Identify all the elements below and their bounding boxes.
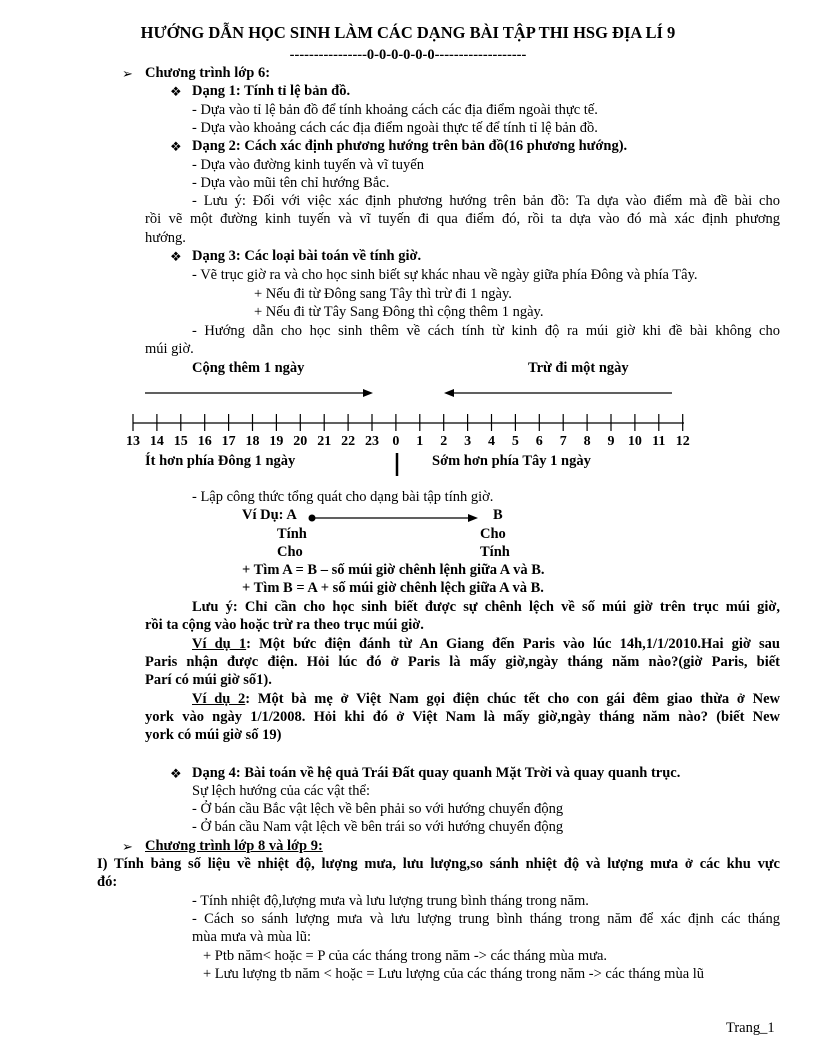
dang3-line: - Vẽ trục giờ ra và cho học sinh biết sự khác nhau về ngày giữa phía Đông và phía Tây. [192, 267, 698, 283]
tick-label: 1 [416, 434, 424, 449]
dang3-line: - Hướng dẫn cho học sinh thêm về cách tính từ kinh độ ra múi giờ khi đề bài không cho [192, 323, 780, 339]
dang3-line: múi giờ. [145, 341, 194, 357]
title-separator: ----------------0-0-0-0-0-0------------------- [289, 47, 527, 63]
tick-label: 14 [149, 434, 164, 449]
vidu2-label: Ví dụ 2 [192, 691, 246, 707]
section89-plus: + Ptb năm< hoặc = P của các tháng trong năm -> các tháng mùa mưa. [203, 948, 608, 964]
diamond-bullet-icon: ❖ [170, 84, 182, 99]
section89-heading: Chương trình lớp 8 và lớp 9: [145, 838, 323, 854]
arrow-left-head [444, 389, 454, 397]
formula-cho-left: Cho [277, 544, 303, 560]
time-zone-axis [0, 380, 816, 500]
tick-label: 19 [269, 434, 284, 449]
tick-label: 2 [440, 434, 448, 449]
tick-label: 13 [126, 434, 140, 449]
tick-label: 15 [173, 434, 188, 449]
luu-y-line: Lưu ý: Chỉ cần cho học sinh biết được sự chênh lệch về số múi giờ trên trục múi giờ, [192, 599, 780, 615]
section89-part1: đó: [97, 874, 118, 890]
arrow-bullet-icon: ➢ [122, 839, 133, 854]
vidu2-line: york có múi giờ số 19) [145, 727, 282, 743]
section6-heading: Chương trình lớp 6: [145, 65, 271, 81]
dang4-line: - Ở bán cầu Bắc vật lệch về bên phải so với hướng chuyển động [192, 801, 564, 817]
tick-label: 8 [583, 434, 591, 449]
tick-label: 7 [559, 434, 567, 449]
section89-line: - Tính nhiệt độ,lượng mưa và lưu lượng trung bình tháng trong năm. [192, 893, 589, 909]
formula-tim-b: + Tìm B = A + số múi giờ chênh lệch giữa A và B. [242, 580, 544, 596]
tick-label: 4 [488, 434, 495, 449]
dang4-line: Sự lệch hướng của các vật thể: [192, 783, 370, 799]
tick-label: 22 [341, 434, 356, 449]
formula-vidu-a: Ví Dụ: A [242, 507, 297, 523]
vidu2-line: york vào ngày 1/1/2008. Hỏi khi đó ở Việt Nam là mấy giờ,ngày tháng năm nào? (biết New [145, 709, 780, 725]
dang1-heading: Dạng 1: Tính tỉ lệ bản đồ. [192, 83, 351, 99]
dang3-sub: + Nếu đi từ Tây Sang Đông thì cộng thêm 1 ngày. [254, 304, 544, 320]
tick-label: 21 [317, 434, 332, 449]
dang2-line: - Dựa vào đường kinh tuyến và vĩ tuyến [192, 157, 424, 173]
timeline-below-right: Sớm hơn phía Tây 1 ngày [432, 453, 591, 469]
a-to-b-arrow [304, 511, 484, 525]
arrow-right-head [363, 389, 373, 397]
section89-line: - Cách so sánh lượng mưa và lưu lượng trung bình tháng trong năm để xác định các tháng [192, 911, 780, 927]
dang4-line: - Ở bán cầu Nam vật lệch về bên trái so với hướng chuyển động [192, 819, 564, 835]
tick-label: 5 [511, 434, 519, 449]
formula-cho-right: Cho [480, 526, 506, 542]
vidu1-line: Ví dụ 1: Một bức điện đánh từ An Giang đến Paris vào lúc 14h,1/1/2010.Hai giờ sau [192, 636, 780, 652]
dang2-heading: Dạng 2: Cách xác định phương hướng trên bản đồ(16 phương hướng). [192, 138, 628, 154]
dang4-heading: Dạng 4: Bài toán về hệ quả Trái Đất quay quanh Mặt Trời và quay quanh trục. [192, 765, 681, 781]
diamond-bullet-icon: ❖ [170, 766, 182, 781]
diamond-bullet-icon: ❖ [170, 249, 182, 264]
dang2-line: - Dựa vào mũi tên chỉ hướng Bắc. [192, 175, 390, 191]
formula-b: B [493, 507, 503, 523]
formula-tim-a: + Tìm A = B – số múi giờ chênh lệnh giữa A và B. [242, 562, 545, 578]
page-number: Trang_1 [726, 1020, 775, 1036]
tick-label: 11 [652, 434, 666, 449]
section89-line: mùa mưa và mùa lũ: [192, 929, 311, 945]
tick-label: 20 [293, 434, 308, 449]
tick-label: 6 [535, 434, 543, 449]
diamond-bullet-icon: ❖ [170, 139, 182, 154]
formula-tinh-right: Tính [480, 544, 510, 560]
tick-label: 23 [365, 434, 379, 449]
tick-label: 12 [675, 434, 690, 449]
dang3-sub: + Nếu đi từ Đông sang Tây thì trừ đi 1 ngày. [254, 286, 512, 302]
formula-tinh-left: Tính [277, 526, 307, 542]
page-title: HƯỚNG DẪN HỌC SINH LÀM CÁC DẠNG BÀI TẬP THI HSG ĐỊA LÍ 9 [140, 23, 676, 42]
vidu2-line: Ví dụ 2: Một bà mẹ ở Việt Nam gọi điện chúc tết cho con gái đêm giao thừa ở New [192, 691, 780, 707]
timeline-right-label: Trừ đi một ngày [528, 360, 629, 376]
section89-part1: I) Tính bảng số liệu về nhiệt độ, lượng mưa, lưu lượng,so sánh nhiệt độ và lượng mưa ở các khu vực [97, 856, 780, 872]
dang1-line: - Dựa vào tỉ lệ bản đồ để tính khoảng cách các địa điểm ngoài thực tế. [192, 102, 598, 118]
vidu1-line: Paris nhận được điện. Hỏi lúc đó ở Paris là mấy giờ,ngày tháng năm nào?(giờ Paris, biết [145, 654, 780, 670]
tick-label: 18 [245, 434, 260, 449]
vidu1-label: Ví dụ 1 [192, 636, 247, 652]
tick-label: 17 [221, 434, 236, 449]
section89-plus: + Lưu lượng tb năm < hoặc = Lưu lượng của các tháng trong năm -> các tháng mùa lũ [203, 966, 705, 982]
dang2-note: rồi vẽ một đường kinh tuyến và vĩ tuyến đi qua điểm đó, rồi ta dựa vào đó mà xác định phương [145, 211, 780, 227]
tick-label: 3 [464, 434, 472, 449]
timeline-left-label: Cộng thêm 1 ngày [192, 360, 305, 376]
dang3-heading: Dạng 3: Các loại bài toán về tính giờ. [192, 248, 422, 264]
tick-label: 0 [392, 434, 400, 449]
tick-label: 9 [607, 434, 615, 449]
formula-intro: - Lập công thức tổng quát cho dạng bài tập tính giờ. [192, 489, 494, 505]
dang2-note: - Lưu ý: Đối với việc xác định phương hướng trên bản đồ: Ta dựa vào điểm mà đề bài cho [192, 193, 780, 209]
arrow-bullet-icon: ➢ [122, 66, 133, 81]
vidu1-line: Parí có múi giờ số1). [145, 672, 272, 688]
timeline-below-left: Ít hơn phía Đông 1 ngày [145, 453, 296, 469]
tick-label: 10 [627, 434, 642, 449]
luu-y-line: rồi ta cộng vào hoặc trừ ra theo trục múi giờ. [145, 617, 424, 633]
tick-label: 16 [197, 434, 212, 449]
dang2-note: hướng. [145, 230, 186, 246]
dang1-line: - Dựa vào khoảng cách các địa điểm ngoài thực tế để tính tỉ lệ bản đồ. [192, 120, 598, 136]
